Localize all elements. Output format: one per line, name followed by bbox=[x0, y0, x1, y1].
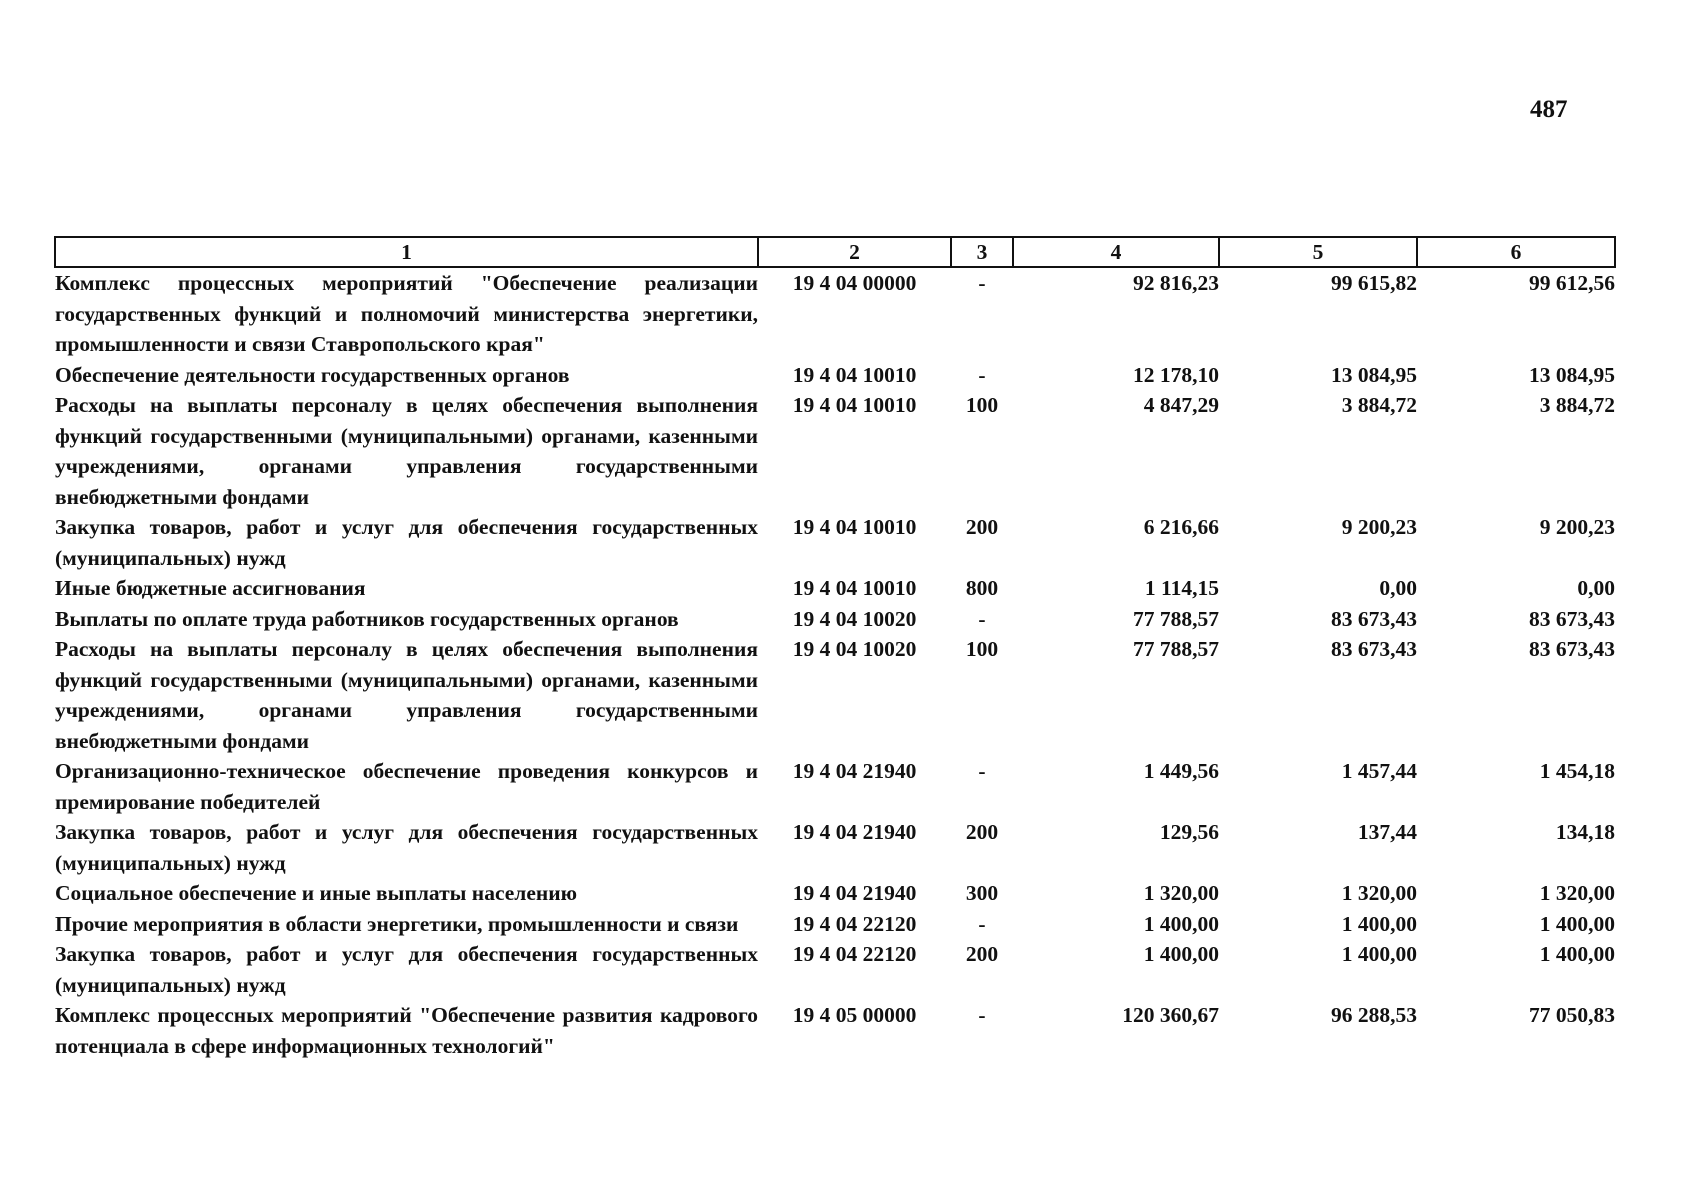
value-col-4: 12 178,10 bbox=[1133, 362, 1219, 387]
value-col-4: 1 114,15 bbox=[1144, 576, 1219, 600]
page-number: 487 bbox=[1530, 96, 1568, 123]
value-col-4: 4 847,29 bbox=[1143, 393, 1219, 417]
value-col-4: 1 320,00 bbox=[1143, 881, 1219, 905]
value-col-4: 6 216,66 bbox=[1143, 515, 1219, 539]
expense-type: 100 bbox=[965, 637, 999, 661]
expense-type: 100 bbox=[965, 393, 999, 417]
item-code: 19 4 04 10020 bbox=[792, 606, 917, 631]
item-name: Комплекс процессных мероприятий "Обеспечение развития кадрового потенциала в сфере информационных технологий" bbox=[55, 1003, 758, 1058]
value-col-6: 3 884,72 bbox=[1539, 393, 1615, 417]
expense-type: 200 bbox=[965, 515, 999, 539]
item-name: Прочие мероприятия в области энергетики, промышленности и связи bbox=[55, 911, 739, 936]
column-header: 1 bbox=[55, 237, 758, 267]
value-col-5: 1 400,00 bbox=[1341, 911, 1417, 936]
value-col-6: 0,00 bbox=[1577, 576, 1615, 600]
value-col-4: 129,56 bbox=[1159, 820, 1219, 844]
value-col-4: 77 788,57 bbox=[1133, 606, 1219, 631]
item-code: 19 4 04 21940 bbox=[792, 881, 917, 905]
value-col-6: 99 612,56 bbox=[1529, 271, 1615, 295]
value-col-5: 3 884,72 bbox=[1341, 393, 1417, 417]
value-col-5: 13 084,95 bbox=[1331, 362, 1417, 387]
value-col-5: 83 673,43 bbox=[1331, 606, 1417, 631]
item-code: 19 4 05 00000 bbox=[792, 1003, 917, 1027]
value-col-5: 1 320,00 bbox=[1341, 881, 1417, 905]
budget-table bbox=[54, 236, 1616, 1061]
item-code: 19 4 04 21940 bbox=[792, 759, 917, 783]
expense-type: - bbox=[978, 911, 986, 936]
column-header: 6 bbox=[1417, 237, 1615, 267]
item-code: 19 4 04 21940 bbox=[792, 820, 917, 844]
value-col-5: 99 615,82 bbox=[1331, 271, 1417, 295]
expense-type: - bbox=[978, 759, 986, 783]
value-col-4: 77 788,57 bbox=[1133, 637, 1219, 661]
item-name: Организационно-техническое обеспечение проведения конкурсов и премирование победителей bbox=[55, 759, 758, 814]
value-col-5: 1 457,44 bbox=[1341, 759, 1417, 783]
value-col-5: 9 200,23 bbox=[1341, 515, 1417, 539]
value-col-5: 96 288,53 bbox=[1331, 1003, 1417, 1027]
value-col-4: 92 816,23 bbox=[1133, 271, 1219, 295]
value-col-4: 120 360,67 bbox=[1122, 1003, 1219, 1027]
table-row bbox=[55, 1000, 1615, 1061]
expense-type: 800 bbox=[965, 576, 999, 600]
item-name: Закупка товаров, работ и услуг для обеспечения государственных (муниципальных) нужд bbox=[55, 515, 758, 570]
item-code: 19 4 04 22120 bbox=[792, 942, 917, 966]
value-col-5: 83 673,43 bbox=[1331, 637, 1417, 661]
item-name: Обеспечение деятельности государственных органов bbox=[55, 362, 570, 387]
column-header: 5 bbox=[1219, 237, 1417, 267]
item-name: Закупка товаров, работ и услуг для обеспечения государственных (муниципальных) нужд bbox=[55, 942, 758, 997]
value-col-6: 83 673,43 bbox=[1529, 637, 1615, 661]
value-col-6: 77 050,83 bbox=[1529, 1003, 1615, 1027]
item-code: 19 4 04 00000 bbox=[792, 271, 917, 295]
table-body bbox=[55, 267, 1615, 1061]
expense-type: - bbox=[978, 606, 986, 631]
table-row bbox=[55, 634, 1615, 756]
column-header: 2 bbox=[758, 237, 951, 267]
item-code: 19 4 04 10010 bbox=[792, 393, 917, 417]
table-row bbox=[55, 267, 1615, 360]
item-name: Закупка товаров, работ и услуг для обеспечения государственных (муниципальных) нужд bbox=[55, 820, 758, 875]
expense-type: - bbox=[978, 1003, 986, 1027]
item-name: Комплекс процессных мероприятий "Обеспечение реализации государственных функций и полномочий министерства энергетики, промышленности и связи Ставропольского края" bbox=[55, 271, 758, 356]
table-header-row bbox=[55, 237, 1615, 267]
item-name: Социальное обеспечение и иные выплаты населению bbox=[55, 881, 578, 905]
table-row bbox=[55, 756, 1615, 817]
value-col-6: 83 673,43 bbox=[1529, 606, 1615, 631]
expense-type: 200 bbox=[965, 942, 999, 966]
item-code: 19 4 04 10020 bbox=[792, 637, 917, 661]
value-col-4: 1 449,56 bbox=[1143, 759, 1219, 783]
item-code: 19 4 04 10010 bbox=[792, 576, 917, 600]
table-row bbox=[55, 817, 1615, 878]
value-col-6: 134,18 bbox=[1555, 820, 1615, 844]
value-col-5: 137,44 bbox=[1357, 820, 1417, 844]
value-col-6: 1 400,00 bbox=[1539, 942, 1615, 966]
table-row bbox=[55, 573, 1615, 604]
expense-type: - bbox=[978, 362, 986, 387]
table-row bbox=[55, 360, 1615, 391]
expense-type: - bbox=[978, 271, 986, 295]
item-name: Расходы на выплаты персоналу в целях обеспечения выполнения функций государственными (муниципальными) органами, казенными учреждениями, органами управления государственными внебюджетными фондами bbox=[55, 393, 758, 509]
value-col-5: 1 400,00 bbox=[1341, 942, 1417, 966]
table-row bbox=[55, 909, 1615, 940]
item-name: Расходы на выплаты персоналу в целях обеспечения выполнения функций государственными (муниципальными) органами, казенными учреждениями, органами управления государственными внебюджетными фондами bbox=[55, 637, 758, 753]
table-row bbox=[55, 878, 1615, 909]
item-name: Выплаты по оплате труда работников государственных органов bbox=[55, 606, 679, 631]
table-row bbox=[55, 604, 1615, 635]
table-row bbox=[55, 939, 1615, 1000]
value-col-5: 0,00 bbox=[1379, 576, 1417, 600]
value-col-6: 1 320,00 bbox=[1539, 881, 1615, 905]
column-header: 4 bbox=[1013, 237, 1219, 267]
item-code: 19 4 04 10010 bbox=[792, 362, 917, 387]
expense-type: 200 bbox=[965, 820, 999, 844]
value-col-6: 13 084,95 bbox=[1529, 362, 1615, 387]
item-name: Иные бюджетные ассигнования bbox=[55, 576, 366, 600]
value-col-4: 1 400,00 bbox=[1143, 911, 1219, 936]
expense-type: 300 bbox=[965, 881, 999, 905]
item-code: 19 4 04 10010 bbox=[792, 515, 917, 539]
value-col-6: 1 400,00 bbox=[1539, 911, 1615, 936]
column-header: 3 bbox=[951, 237, 1013, 267]
table-row bbox=[55, 512, 1615, 573]
item-code: 19 4 04 22120 bbox=[792, 911, 917, 936]
table-row bbox=[55, 390, 1615, 512]
value-col-6: 9 200,23 bbox=[1539, 515, 1615, 539]
value-col-6: 1 454,18 bbox=[1539, 759, 1615, 783]
value-col-4: 1 400,00 bbox=[1143, 942, 1219, 966]
